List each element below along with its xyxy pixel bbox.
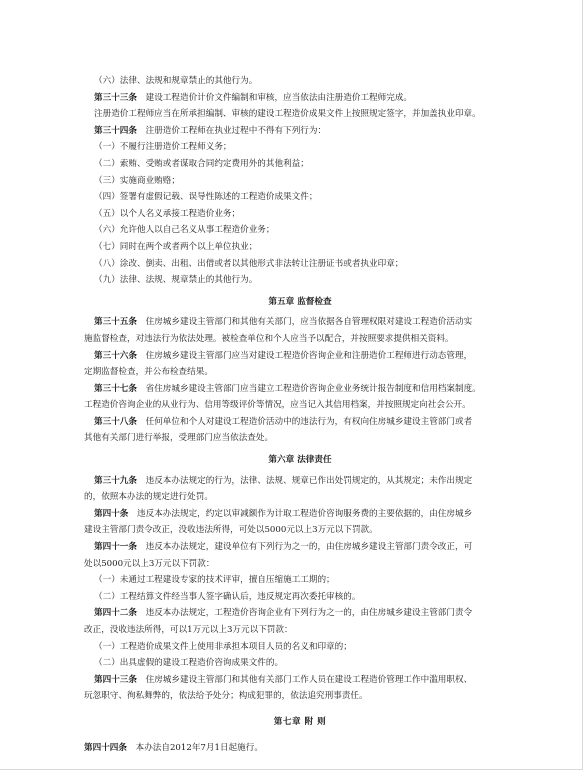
text-line xyxy=(84,572,516,589)
chapter-7-title: 第七章 附 则 xyxy=(273,716,327,727)
line-text: 建设工程造价计价文件编制和审核，应当依法由注册造价工程师完成。 xyxy=(145,92,413,103)
line-text: 违反本办法规定，工程造价咨询企业有下列行为之一的，由住房城乡建设主管部门责令 xyxy=(145,608,473,619)
text-line xyxy=(84,589,516,606)
line-text: 注册造价工程师应当在所承担编制、审核的建设工程造价成果文件上按照规定签字，并加盖执业印章。 xyxy=(94,109,481,120)
text-line xyxy=(84,139,516,156)
line-text: 注册造价工程师在执业过程中不得有下列行为： xyxy=(145,125,327,136)
section-chapter7 xyxy=(84,740,516,757)
chapter-6-title: 第六章 法律责任 xyxy=(268,455,332,466)
article-paragraph xyxy=(84,473,516,490)
line-text: （一）工程造价成果文件上使用非承担本项目人员的名义和印章的； xyxy=(94,641,352,652)
text-line xyxy=(84,522,516,539)
line-text: （四）签署有虚假记载、误导性陈述的工程造价成果文件； xyxy=(94,192,318,203)
article-paragraph xyxy=(84,740,516,757)
line-text: 施监督检查，对违法行为依法处理。被检查单位和个人应当予以配合，并按照要求提供相关资料。 xyxy=(84,333,454,344)
text-line xyxy=(84,272,516,289)
article-number: 第三十八条 xyxy=(94,416,137,427)
line-text: 违反本办法规定的行为，法律、法规、规章已作出处罚规定的，从其规定；未作出规定 xyxy=(145,475,473,486)
line-text: 任何单位和个人对建设工程造价活动中的违法行为，有权向住房城乡建设主管部门或者 xyxy=(145,416,473,427)
article-number: 第四十三条 xyxy=(94,674,137,685)
article-number: 第三十六条 xyxy=(94,350,137,361)
text-line xyxy=(84,256,516,273)
article-number: 第三十七条 xyxy=(94,383,137,394)
article-number: 第三十五条 xyxy=(94,317,137,328)
article-number: 第三十三条 xyxy=(94,92,137,103)
text-line xyxy=(84,397,516,414)
line-text: （一）未通过工程建设专家的技术评审，擅自压缩施工工期的； xyxy=(94,575,335,586)
text-line xyxy=(84,364,516,381)
article-paragraph xyxy=(84,539,516,556)
text-line xyxy=(84,556,516,573)
line-text: 本办法自2012年7月1日起施行。 xyxy=(135,742,263,753)
section-chapter5 xyxy=(84,314,516,447)
line-text: （九）法律、法规、规章禁止的其他行为。 xyxy=(94,275,258,286)
line-text: 其他有关部门进行举报，受理部门应当依法查处。 xyxy=(84,433,274,444)
article-paragraph xyxy=(84,381,516,398)
text-line xyxy=(84,106,516,123)
document-body xyxy=(84,73,516,756)
line-text: 玩忽职守、徇私舞弊的，依法给予处分；构成犯罪的，依法追究刑事责任。 xyxy=(84,691,368,702)
text-line xyxy=(84,489,516,506)
article-paragraph xyxy=(84,605,516,622)
article-paragraph xyxy=(84,123,516,140)
section-chapter4-tail xyxy=(84,73,516,289)
article-number: 第四十二条 xyxy=(94,608,137,619)
article-paragraph xyxy=(84,314,516,331)
line-text: 违反本办法规定，约定以审减额作为计取工程造价咨询服务费的主要依据的，由住房城乡 xyxy=(137,508,473,519)
line-text: 工程造价咨询企业的从业行为、信用等级评价等情况，应当记入其信用档案，并按照规定向社会公开。 xyxy=(84,400,471,411)
line-text: 的，依照本办法的规定进行处罚。 xyxy=(84,492,213,503)
text-line xyxy=(84,639,516,656)
line-text: 建设主管部门责令改正，没收违法所得，可处以5000元以上3万元以下罚款。 xyxy=(84,525,378,536)
line-text: （二）出具虚假的建设工程造价咨询成果文件的。 xyxy=(94,658,284,669)
line-text: （六）法律、法规和规章禁止的其他行为。 xyxy=(94,76,258,86)
text-line xyxy=(84,331,516,348)
line-text: （二）工程结算文件经当事人签字确认后，违反规定再次委托审核的。 xyxy=(94,591,361,602)
text-line xyxy=(84,239,516,256)
line-text: （六）允许他人以自己名义从事工程造价业务； xyxy=(94,225,275,236)
line-text: （七）同时在两个或者两个以上单位执业； xyxy=(94,241,258,252)
line-text: 住房城乡建设主管部门应当对建设工程造价咨询企业和注册造价工程师进行动态管理， xyxy=(145,350,473,361)
article-number: 第四十四条 xyxy=(84,742,127,753)
line-text: （二）索贿、受贿或者谋取合同约定费用外的其他利益； xyxy=(94,158,309,169)
line-text: 处以5000元以上3万元以下罚款： xyxy=(84,558,215,569)
text-line xyxy=(84,688,516,705)
text-line xyxy=(84,622,516,639)
text-line xyxy=(84,156,516,173)
line-text: （三）实施商业贿赂； xyxy=(94,175,180,186)
text-line xyxy=(84,222,516,239)
article-paragraph xyxy=(84,672,516,689)
article-number: 第三十四条 xyxy=(94,125,137,136)
text-line xyxy=(84,430,516,447)
section-chapter6 xyxy=(84,473,516,705)
text-line xyxy=(84,173,516,190)
article-number: 第四十条 xyxy=(94,508,129,519)
text-line xyxy=(84,206,516,223)
chapter-5-title: 第五章 监督检查 xyxy=(268,296,332,307)
article-paragraph xyxy=(84,506,516,523)
line-text: （一）不履行注册造价工程师义务； xyxy=(94,142,232,153)
text-line xyxy=(84,73,516,90)
article-paragraph xyxy=(84,414,516,431)
line-text: （八）涂改、倒卖、出租、出借或者以其他形式非法转让注册证书或者执业印章； xyxy=(94,258,404,269)
article-paragraph xyxy=(84,348,516,365)
line-text: 住房城乡建设主管部门和其他有关部门工作人员在建设工程造价管理工作中滥用职权、 xyxy=(145,674,473,685)
article-number: 第四十一条 xyxy=(94,542,137,553)
text-line xyxy=(84,189,516,206)
article-paragraph xyxy=(84,90,516,107)
line-text: 省住房城乡建设主管部门应当建立工程造价咨询企业业务统计报告制度和信用档案制度。 xyxy=(145,383,481,394)
text-line xyxy=(84,655,516,672)
article-number: 第三十九条 xyxy=(94,475,137,486)
line-text: （五）以个人名义承接工程造价业务； xyxy=(94,208,241,219)
line-text: 违反本办法规定，建设单位有下列行为之一的，由住房城乡建设主管部门责令改正，可 xyxy=(145,542,473,553)
line-text: 定期监督检查，并公布检查结果。 xyxy=(84,367,213,378)
line-text: 改正，没收违法所得，可以1万元以上3万元以下罚款： xyxy=(84,625,293,635)
line-text: 住房城乡建设主管部门和其他有关部门，应当依据各自管理权限对建设工程造价活动实 xyxy=(145,317,473,328)
